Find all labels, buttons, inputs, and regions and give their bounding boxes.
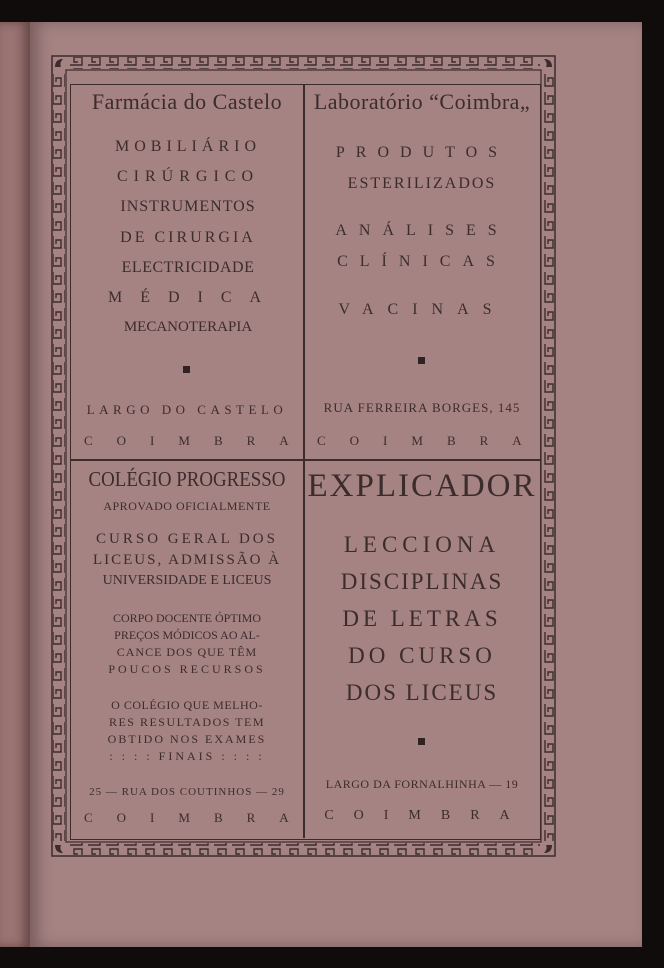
ad-line: ANÁLISES bbox=[335, 222, 509, 239]
horizontal-divider bbox=[70, 459, 541, 461]
square-bullet-icon bbox=[183, 366, 190, 373]
ad-city: COIMBRA bbox=[324, 808, 530, 823]
ad-address: LARGO DA FORNALHINHA — 19 bbox=[325, 777, 519, 791]
ad-line: DO CURSO bbox=[348, 643, 496, 668]
vertical-divider bbox=[303, 84, 305, 838]
ad-address: LARGO DO CASTELO bbox=[86, 402, 288, 417]
ad-line: O COLÉGIO QUE MELHO- bbox=[111, 698, 263, 712]
square-bullet-icon bbox=[418, 357, 425, 364]
ad-address: 25 — RUA DOS COUTINHOS — 29 bbox=[89, 786, 285, 798]
ad-line: CIRÚRGICO bbox=[116, 168, 259, 185]
ad-line: ESTERILIZADOS bbox=[347, 175, 497, 192]
ad-address: RUA FERREIRA BORGES, 145 bbox=[323, 400, 521, 415]
ad-line: LECCIONA bbox=[343, 532, 501, 557]
ad-line: PRODUTOS bbox=[335, 144, 509, 161]
ad-line: INSTRUMENTOS bbox=[120, 198, 256, 215]
ad-line: DE LETRAS bbox=[342, 606, 502, 631]
ad-line: DE CIRURGIA bbox=[120, 229, 256, 246]
ad-line: LICEUS, ADMISSÃO À bbox=[92, 552, 282, 568]
ad-title: Farmácia do Castelo bbox=[91, 89, 283, 114]
ad-line: RES RESULTADOS TEM bbox=[108, 715, 266, 729]
ad-line: ELECTRICIDADE bbox=[121, 259, 255, 276]
ad-line: CURSO GERAL DOS bbox=[96, 531, 278, 547]
ad-line: MECANOTERAPIA bbox=[123, 319, 253, 335]
ad-title: COLÉGIO PROGRESSO bbox=[88, 467, 286, 491]
ad-line: UNIVERSIDADE E LICEUS bbox=[102, 573, 272, 588]
ad-city: COIMBRA bbox=[84, 810, 313, 825]
ad-city: COIMBRA bbox=[84, 433, 313, 448]
ad-line: DOS LICEUS bbox=[345, 680, 499, 705]
ad-line: VACINAS bbox=[338, 301, 506, 318]
ad-title: Laboratório “Coimbra„ bbox=[313, 89, 531, 114]
ad-line: MÉDICA bbox=[108, 289, 280, 306]
ad-title: EXPLICADOR bbox=[307, 468, 537, 504]
ad-city: COIMBRA bbox=[317, 433, 546, 448]
ad-line: OBTIDO NOS EXAMES bbox=[107, 732, 267, 746]
ad-line: POUCOS RECURSOS bbox=[108, 662, 266, 676]
ad-subtitle: APROVADO OFICIALMENTE bbox=[103, 499, 271, 513]
ad-line: CLÍNICAS bbox=[337, 253, 507, 270]
ad-line: CORPO DOCENTE ÓPTIMO bbox=[112, 611, 261, 625]
square-bullet-icon bbox=[418, 738, 425, 745]
ad-line: MOBILIÁRIO bbox=[115, 138, 261, 155]
ad-line: CANCE DOS QUE TÊM bbox=[116, 645, 258, 659]
ad-line: PREÇOS MÓDICOS AO AL- bbox=[114, 628, 260, 642]
ad-line: DISCIPLINAS bbox=[340, 569, 504, 594]
ad-line: : : : : FINAIS : : : : bbox=[109, 749, 265, 763]
previous-page-edge bbox=[0, 22, 30, 947]
